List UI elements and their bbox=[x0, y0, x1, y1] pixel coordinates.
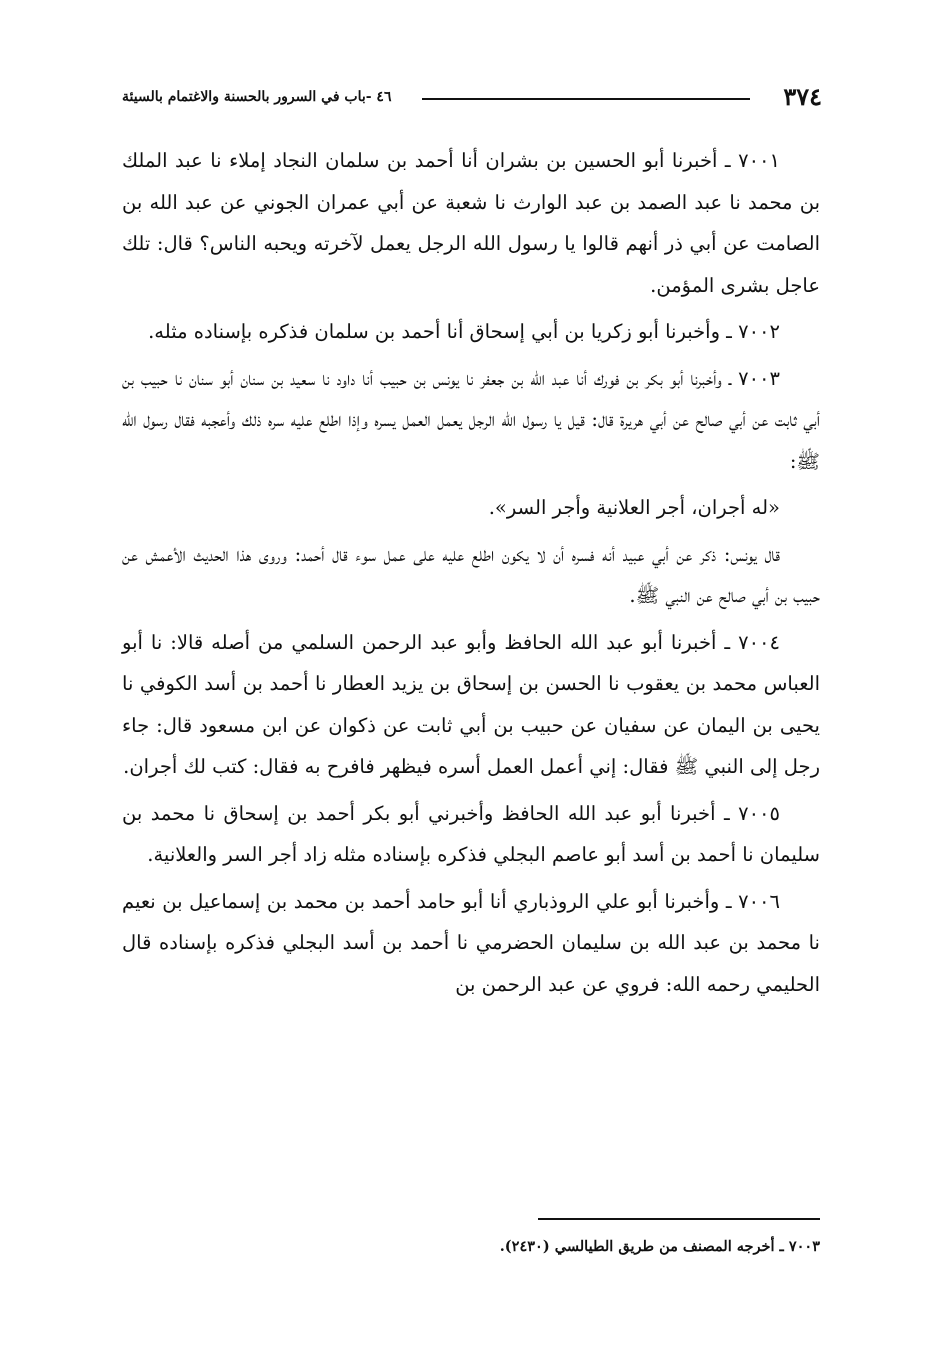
commentary-yunus: قال يونس: ذكر عن أبي عبيد أنه فسره أن لا يكون اطلع عليه على عمل سوء قال أحمد: وروى هذا الحديث الأعمش عن حبيب بن أبي صالح عن النبي ﷺ. bbox=[122, 542, 820, 607]
hadith-7002: ٧٠٠٢ ـ وأخبرنا أبو زكريا بن أبي إسحاق أنا أحمد بن سلمان فذكره بإسناده مثله. bbox=[148, 320, 780, 343]
running-header bbox=[122, 82, 822, 112]
main-text bbox=[122, 140, 820, 1010]
hadith-7006: ٧٠٠٦ ـ وأخبرنا أبو علي الروذباري أنا أبو حامد أحمد بن محمد بن إسماعيل بن نعيم نا محمد بن عبد الله بن سليمان الحضرمي نا أحمد بن أسد البجلي فذكره بإسناده قال الحليمي رحمه الله: فروي عن عبد الرحمن بن bbox=[122, 889, 820, 996]
hadith-7003: ٧٠٠٣ ـ وأخبرنا أبو بكر بن فورك أنا عبد الله بن جعفر نا يونس بن حبيب أنا داود نا سعيد بن سنان أبو سنان نا حبيب بن أبي ثابت عن أبي صالح عن أبي هريرة قال: قيل يا رسول الله الرجل يعمل العمل يسره وإذا اطلع عليه سره ذلك وأعجبه فقال رسول الله ﷺ: bbox=[122, 366, 820, 473]
hadith-7001: ٧٠٠١ ـ أخبرنا أبو الحسين بن بشران أنا أحمد بن سلمان النجاد إملاء نا عبد الملك بن محمد نا عبد الصمد بن عبد الوارث نا شعبة عن أبي عمران الجوني عن عبد الله بن الصامت عن أبي ذر أنهم قالوا يا رسول الله الرجل يعمل لآخرته ويحبه الناس؟ قال: تلك عاجل بشرى المؤمن. bbox=[122, 149, 820, 297]
footnote: ٧٠٠٣ ـ أخرجه المصنف من طريق الطيالسي (٢٤٣٠). bbox=[499, 1238, 820, 1255]
chapter-title: ٤٦ -باب في السرور بالحسنة والاغتمام بالسيئة bbox=[122, 89, 392, 105]
hadith-7005: ٧٠٠٥ ـ أخبرنا أبو عبد الله الحافظ وأخبرني أبو بكر أحمد بن إسحاق نا محمد بن سليمان نا أحمد بن أسد أبو عاصم البجلي فذكره بإسناده مثله زاد أجر السر والعلانية. bbox=[122, 801, 820, 866]
page-number: ٣٧٤ bbox=[783, 82, 822, 111]
footnote-rule bbox=[538, 1218, 820, 1220]
hadith-quote: «له أجران، أجر العلانية وأجر السر». bbox=[488, 496, 780, 519]
header-rule bbox=[422, 98, 750, 100]
hadith-7004: ٧٠٠٤ ـ أخبرنا أبو عبد الله الحافظ وأبو عبد الرحمن السلمي من أصله قالا: نا أبو العباس محمد بن يعقوب نا الحسن بن إسحاق بن يزيد العطار نا أحمد بن أسد الكوفي نا يحيى بن اليمان عن سفيان عن حبيب بن أبي ثابت عن ذكوان عن ابن مسعود قال: جاء رجل إلى النبي ﷺ فقال: إني أعمل العمل أسره فيظهر فافرح به فقال: كتب لك أجران. bbox=[122, 630, 820, 778]
